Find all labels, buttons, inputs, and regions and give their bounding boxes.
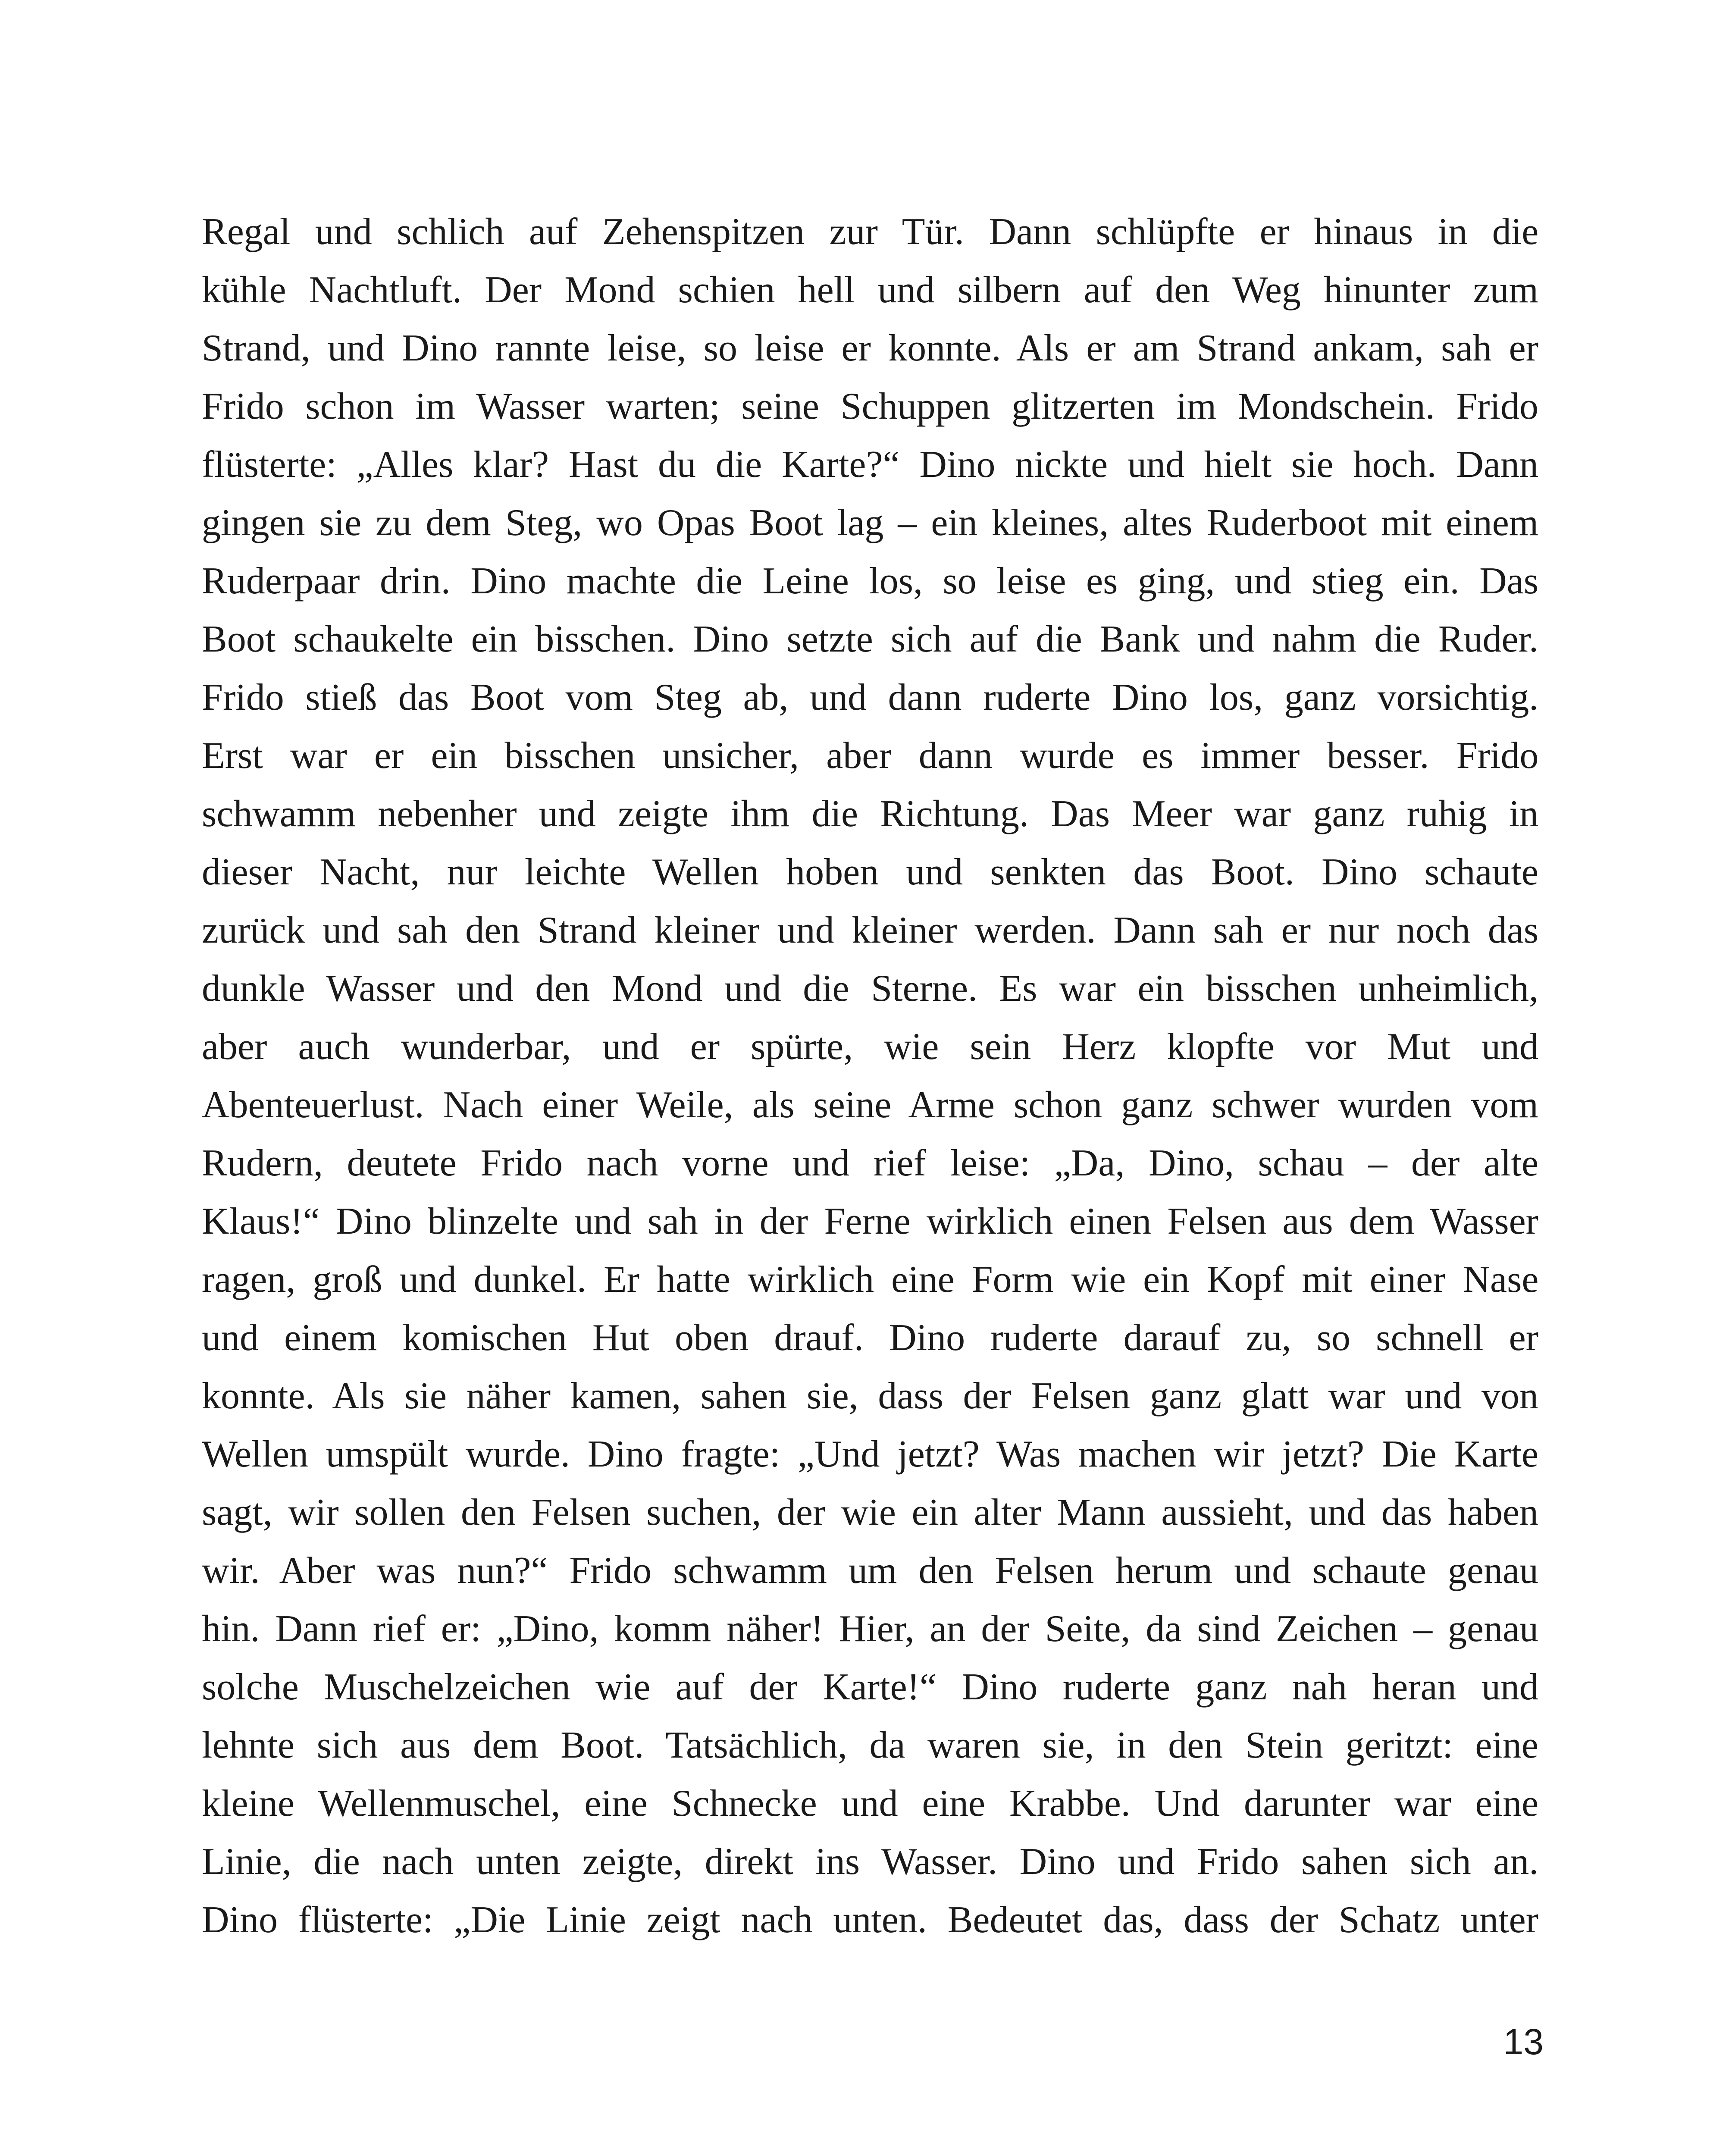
body-text (202, 203, 1538, 1949)
text-line: Rudern, deutete Frido nach vorne und rief leise: „Da, Dino, schau – der alte (202, 1142, 1538, 1184)
text-line: Klaus!“ Dino blinzelte und sah in der Ferne wirklich einen Felsen aus dem Wasser (202, 1200, 1538, 1242)
text-line: aber auch wunderbar, und er spürte, wie sein Herz klopfte vor Mut und (202, 1026, 1538, 1068)
text-line: flüsterte: „Alles klar? Hast du die Karte?“ Dino nickte und hielt sie hoch. Dann (202, 444, 1538, 486)
text-line: sagt, wir sollen den Felsen suchen, der wie ein alter Mann aussieht, und das haben (202, 1492, 1538, 1533)
text-line: Frido stieß das Boot vom Steg ab, und dann ruderte Dino los, ganz vorsichtig. (202, 677, 1539, 718)
text-line: Abenteuerlust. Nach einer Weile, als seine Arme schon ganz schwer wurden vom (202, 1084, 1538, 1126)
text-line: konnte. Als sie näher kamen, sahen sie, dass der Felsen ganz glatt war und von (202, 1375, 1538, 1417)
text-line: kühle Nachtluft. Der Mond schien hell und silbern auf den Weg hinunter zum (202, 269, 1538, 311)
text-line: hin. Dann rief er: „Dino, komm näher! Hier, an der Seite, da sind Zeichen – genau (202, 1608, 1539, 1650)
text-line: Linie, die nach unten zeigte, direkt ins Wasser. Dino und Frido sahen sich an. (202, 1841, 1539, 1883)
text-line: zurück und sah den Strand kleiner und kleiner werden. Dann sah er nur noch das (202, 909, 1539, 951)
text-line: dunkle Wasser und den Mond und die Sterne. Es war ein bisschen unheimlich, (202, 968, 1538, 1009)
text-line: ragen, groß und dunkel. Er hatte wirklich eine Form wie ein Kopf mit einer Nase (202, 1259, 1539, 1300)
text-line: schwamm nebenher und zeigte ihm die Richtung. Das Meer war ganz ruhig in (202, 793, 1539, 835)
text-line: Dino flüsterte: „Die Linie zeigt nach unten. Bedeutet das, dass der Schatz unter (202, 1899, 1538, 1941)
text-line: Wellen umspült wurde. Dino fragte: „Und jetzt? Was machen wir jetzt? Die Karte (202, 1433, 1538, 1475)
page-number: 13 (1503, 2021, 1544, 2062)
text-line: gingen sie zu dem Steg, wo Opas Boot lag – ein kleines, altes Ruderboot mit einem (202, 502, 1539, 544)
text-line: Strand, und Dino rannte leise, so leise er konnte. Als er am Strand ankam, sah er (202, 327, 1538, 369)
text-line: wir. Aber was nun?“ Frido schwamm um den Felsen herum und schaute genau (202, 1550, 1539, 1592)
text-line: dieser Nacht, nur leichte Wellen hoben und senkten das Boot. Dino schaute (202, 851, 1538, 893)
text-line: Boot schaukelte ein bisschen. Dino setzte sich auf die Bank und nahm die Ruder. (202, 618, 1539, 660)
text-line: Ruderpaar drin. Dino machte die Leine los, so leise es ging, und stieg ein. Das (202, 560, 1538, 602)
text-line: kleine Wellenmuschel, eine Schnecke und eine Krabbe. Und darunter war eine (202, 1783, 1539, 1824)
text-line: Erst war er ein bisschen unsicher, aber dann wurde es immer besser. Frido (202, 735, 1539, 777)
text-line: solche Muschelzeichen wie auf der Karte!“ Dino ruderte ganz nah heran und (202, 1666, 1538, 1708)
text-line: und einem komischen Hut oben drauf. Dino ruderte darauf zu, so schnell er (202, 1317, 1538, 1359)
text-line: Frido schon im Wasser warten; seine Schuppen glitzerten im Mondschein. Frido (202, 385, 1538, 427)
text-line: lehnte sich aus dem Boot. Tatsächlich, da waren sie, in den Stein geritzt: eine (202, 1724, 1538, 1766)
text-line: Regal und schlich auf Zehenspitzen zur Tür. Dann schlüpfte er hinaus in die (202, 211, 1539, 253)
